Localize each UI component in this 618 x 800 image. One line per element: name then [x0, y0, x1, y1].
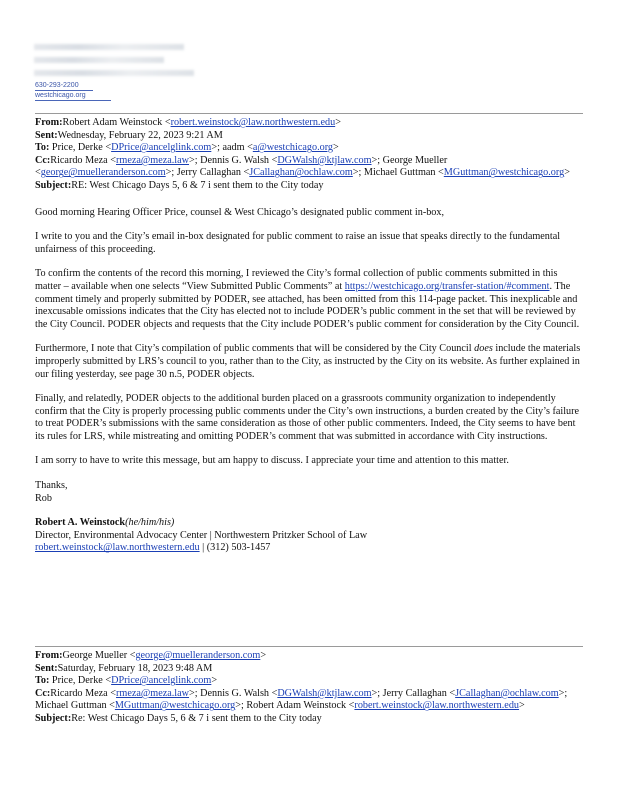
email-greeting: Good morning Hearing Officer Price, counsel & West Chicago’s designated public comment in-box,	[35, 206, 445, 218]
email-sent: Sent:Wednesday, February 22, 2023 9:21 AM	[35, 129, 223, 141]
cc-email-link[interactable]: DGWalsh@ktjlaw.com	[277, 687, 372, 699]
signature-name: Robert A. Weinstock	[35, 517, 126, 529]
cc-email-link[interactable]: rmeza@meza.law	[116, 687, 190, 699]
signature-email-link[interactable]: robert.weinstock@law.northwestern.edu	[35, 542, 200, 554]
cc-email-link[interactable]: JCallaghan@ochlaw.com	[249, 167, 353, 179]
email-2	[35, 650, 583, 726]
cc-email-link[interactable]: rmeza@meza.law	[116, 154, 190, 166]
cc-email-link[interactable]: robert.weinstock@law.northwestern.edu	[354, 700, 520, 712]
email-1	[35, 117, 583, 555]
letterhead-rule	[35, 100, 111, 101]
email-cc: Cc:Ricardo Meza <rmeza@meza.law>; Dennis G. Walsh <DGWalsh@ktjlaw.com>; Jerry Callaghan <JCallaghan@ochlaw.com>; Michael Guttman <MGuttman@westchicago.org>; Robert Adam Weinstock <robert.weinstock@law.northwestern.edu>	[35, 687, 568, 712]
cc-email-link[interactable]: JCallaghan@ochlaw.com	[455, 687, 559, 699]
email-paragraph: Furthermore, I note that City’s compilation of public comments that will be considered by the City Council does include the materials improperly submitted by LRS’s council to you, rather than to the City, as instructed by the City on its website. As further explained in our filing yesterday, see page 30 n.5, PODER objects.	[35, 343, 581, 380]
closing: Thanks, Rob	[35, 480, 68, 504]
email-sent: Sent:Saturday, February 18, 2023 9:48 AM	[35, 662, 213, 674]
blurred-letterhead	[34, 44, 204, 83]
to-email-link[interactable]: DPrice@ancelglink.com	[111, 675, 212, 687]
email-paragraph: I write to you and the City’s email in-box designated for public comment to raise an issue that speaks directly to the fundamental unfairness of this proceeding.	[35, 231, 561, 255]
signature-block	[35, 517, 583, 555]
cc-email-link[interactable]: DGWalsh@ktjlaw.com	[277, 154, 372, 166]
email-paragraph: I am sorry to have to write this message, but am happy to discuss. I appreciate your time and attention to this matter.	[35, 455, 509, 467]
letterhead-phone: 630-293-2200	[35, 82, 79, 89]
signature-title: Director, Environmental Advocacy Center | Northwestern Pritzker School of Law	[35, 529, 368, 541]
email-from: From:Robert Adam Weinstock <robert.weinstock@law.northwestern.edu>	[35, 117, 341, 128]
signature-pronouns: (he/him/his)	[125, 517, 175, 529]
letterhead-website[interactable]: westchicago.org	[35, 92, 86, 99]
to-email-link[interactable]: DPrice@ancelglink.com	[111, 142, 212, 154]
cc-email-link[interactable]: george@muelleranderson.com	[40, 167, 166, 179]
divider	[35, 646, 583, 647]
email-paragraph: Finally, and relatedly, PODER objects to the additional burden placed on a grassroots community organization to independently confirm that the City is properly processing public comments under the City’s own instructions, a burden created by the City’s failure to treat PODER’s submissions with the same consideration as those of other public commenters. Indeed, the City seems to have bent its rules for LRS, while mistreating and omitting PODER’s comment that was submitted in accordance with City instructions.	[35, 393, 580, 442]
transfer-station-link[interactable]: https://westchicago.org/transfer-station/#comment	[344, 280, 550, 292]
email-subject: Subject:RE: West Chicago Days 5, 6 & 7 i sent them to the City today	[35, 179, 324, 191]
to-email-link[interactable]: a@westchicago.org	[252, 142, 334, 154]
email-to: To: Price, Derke <DPrice@ancelglink.com>; aadm <a@westchicago.org>	[35, 142, 339, 154]
cc-email-link[interactable]: MGuttman@westchicago.org	[443, 167, 565, 179]
email-paragraph: To confirm the contents of the record this morning, I reviewed the City’s formal collection of public comments submitted in this matter – available when one selects “View Submitted Public Comments” at https://westchicago.org/transfer-station/#comment. The comment timely and properly submitted by PODER, see attached, has been omitted from this 114-page packet. This inexplicable and inexcusable omissions indicates that the City has elected not to include PODER’s public comment in the set that will be reviewed by the City Council. PODER objects and requests that the City include PODER’s public comment for consideration by the City Council.	[35, 268, 580, 330]
email-cc: Cc:Ricardo Meza <rmeza@meza.law>; Dennis G. Walsh <DGWalsh@ktjlaw.com>; George Mueller <george@muelleranderson.com>; Jerry Callaghan <JCallaghan@ochlaw.com>; Michael Guttman <MGuttman@westchicago.org>	[35, 154, 570, 179]
email-subject: Subject:Re: West Chicago Days 5, 6 & 7 i sent them to the City today	[35, 712, 322, 724]
from-email-link[interactable]: george@muelleranderson.com	[135, 650, 261, 661]
cc-email-link[interactable]: MGuttman@westchicago.org	[114, 700, 236, 712]
divider	[35, 113, 583, 114]
from-email-link[interactable]: robert.weinstock@law.northwestern.edu	[170, 117, 336, 128]
signature-phone: | (312) 503-1457	[199, 542, 271, 554]
email-to: To: Price, Derke <DPrice@ancelglink.com>	[35, 675, 218, 687]
email-from: From:George Mueller <george@muelleranderson.com>	[35, 650, 267, 661]
letterhead-rule	[35, 90, 93, 91]
